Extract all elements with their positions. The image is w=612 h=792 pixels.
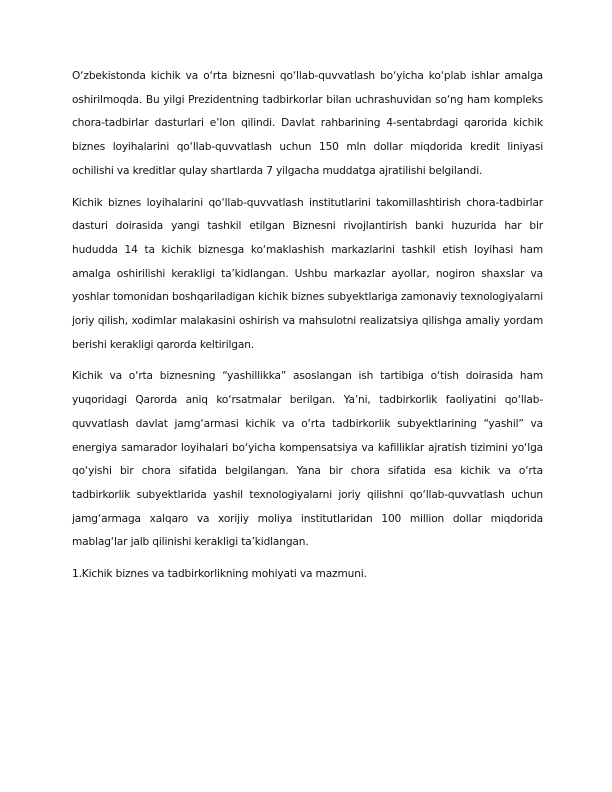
paragraph-1: O‘zbekistonda kichik va o‘rta biznesni qo‘llab-quvvatlash bo‘yicha ko‘plab ishlar amalga oshirilmoqda. Bu yilgi Prezidentning tadbirkorlar bilan uchrashuvidan so‘ng ham kompleks chora-tadbirlar dasturlari e’lon qilindi. Davlat rahbarining 4-sentabrdagi qarorida kichik biznes loyihalarini qo‘llab-quvvatlash uchun 150 mln dollar miqdorida kredit liniyasi ochilishi va kreditlar qulay shartlarda 7 yilgacha muddatga ajratilishi belgilandi. [72,70,543,177]
paragraph-2: Kichik biznes loyihalarini qo‘llab-quvvatlash institutlarini takomillashtirish chora-tadbirlar dasturi doirasida yangi tashkil etilgan Biznesni rivojlantirish banki huzurida har bir hududda 14 ta kichik biznesga ko‘maklashish markazlarini tashkil etish loyihasi ham amalga oshirilishi kerakligi ta’kidlangan. Ushbu markazlar ayollar, nogiron shaxslar va yoshlar tomonidan boshqariladigan kichik biznes subyektlariga zamonaviy texnologiyalarni joriy qilish, xodimlar malakasini oshirish va mahsulotni realizatsiya qilishga amaliy yordam berishi kerakligi qarorda keltirilgan. [72,196,543,351]
section-heading: 1.Kichik biznes va tadbirkorlikning mohiyati va mazmuni. [72,568,367,581]
document-body [72,65,543,587]
paragraph-3: Kichik va o‘rta biznesning “yashillikka” asoslangan ish tartibiga o‘tish doirasida ham yuqoridagi Qarorda aniq ko‘rsatmalar berilgan. Ya’ni, tadbirkorlik faoliyatini qo‘llab-quvvatlash davlat jamg‘armasi kichik va o‘rta tadbirkorlik subyektlarining “yashil” va energiya samarador loyihalari bo‘yicha kompensatsiya va kafilliklar ajratish tizimini yo‘lga qo‘yishi bir chora sifatida belgilangan. Yana bir chora sifatida esa kichik va o‘rta tadbirkorlik subyektlarida yashil texnologiyalarni joriy qilishni qo‘llab-quvvatlash uchun jamg‘armaga xalqaro va xorijiy moliya institutlaridan 100 million dollar miqdorida mablag‘lar jalb qilinishi kerakligi ta’kidlangan. [72,370,543,549]
